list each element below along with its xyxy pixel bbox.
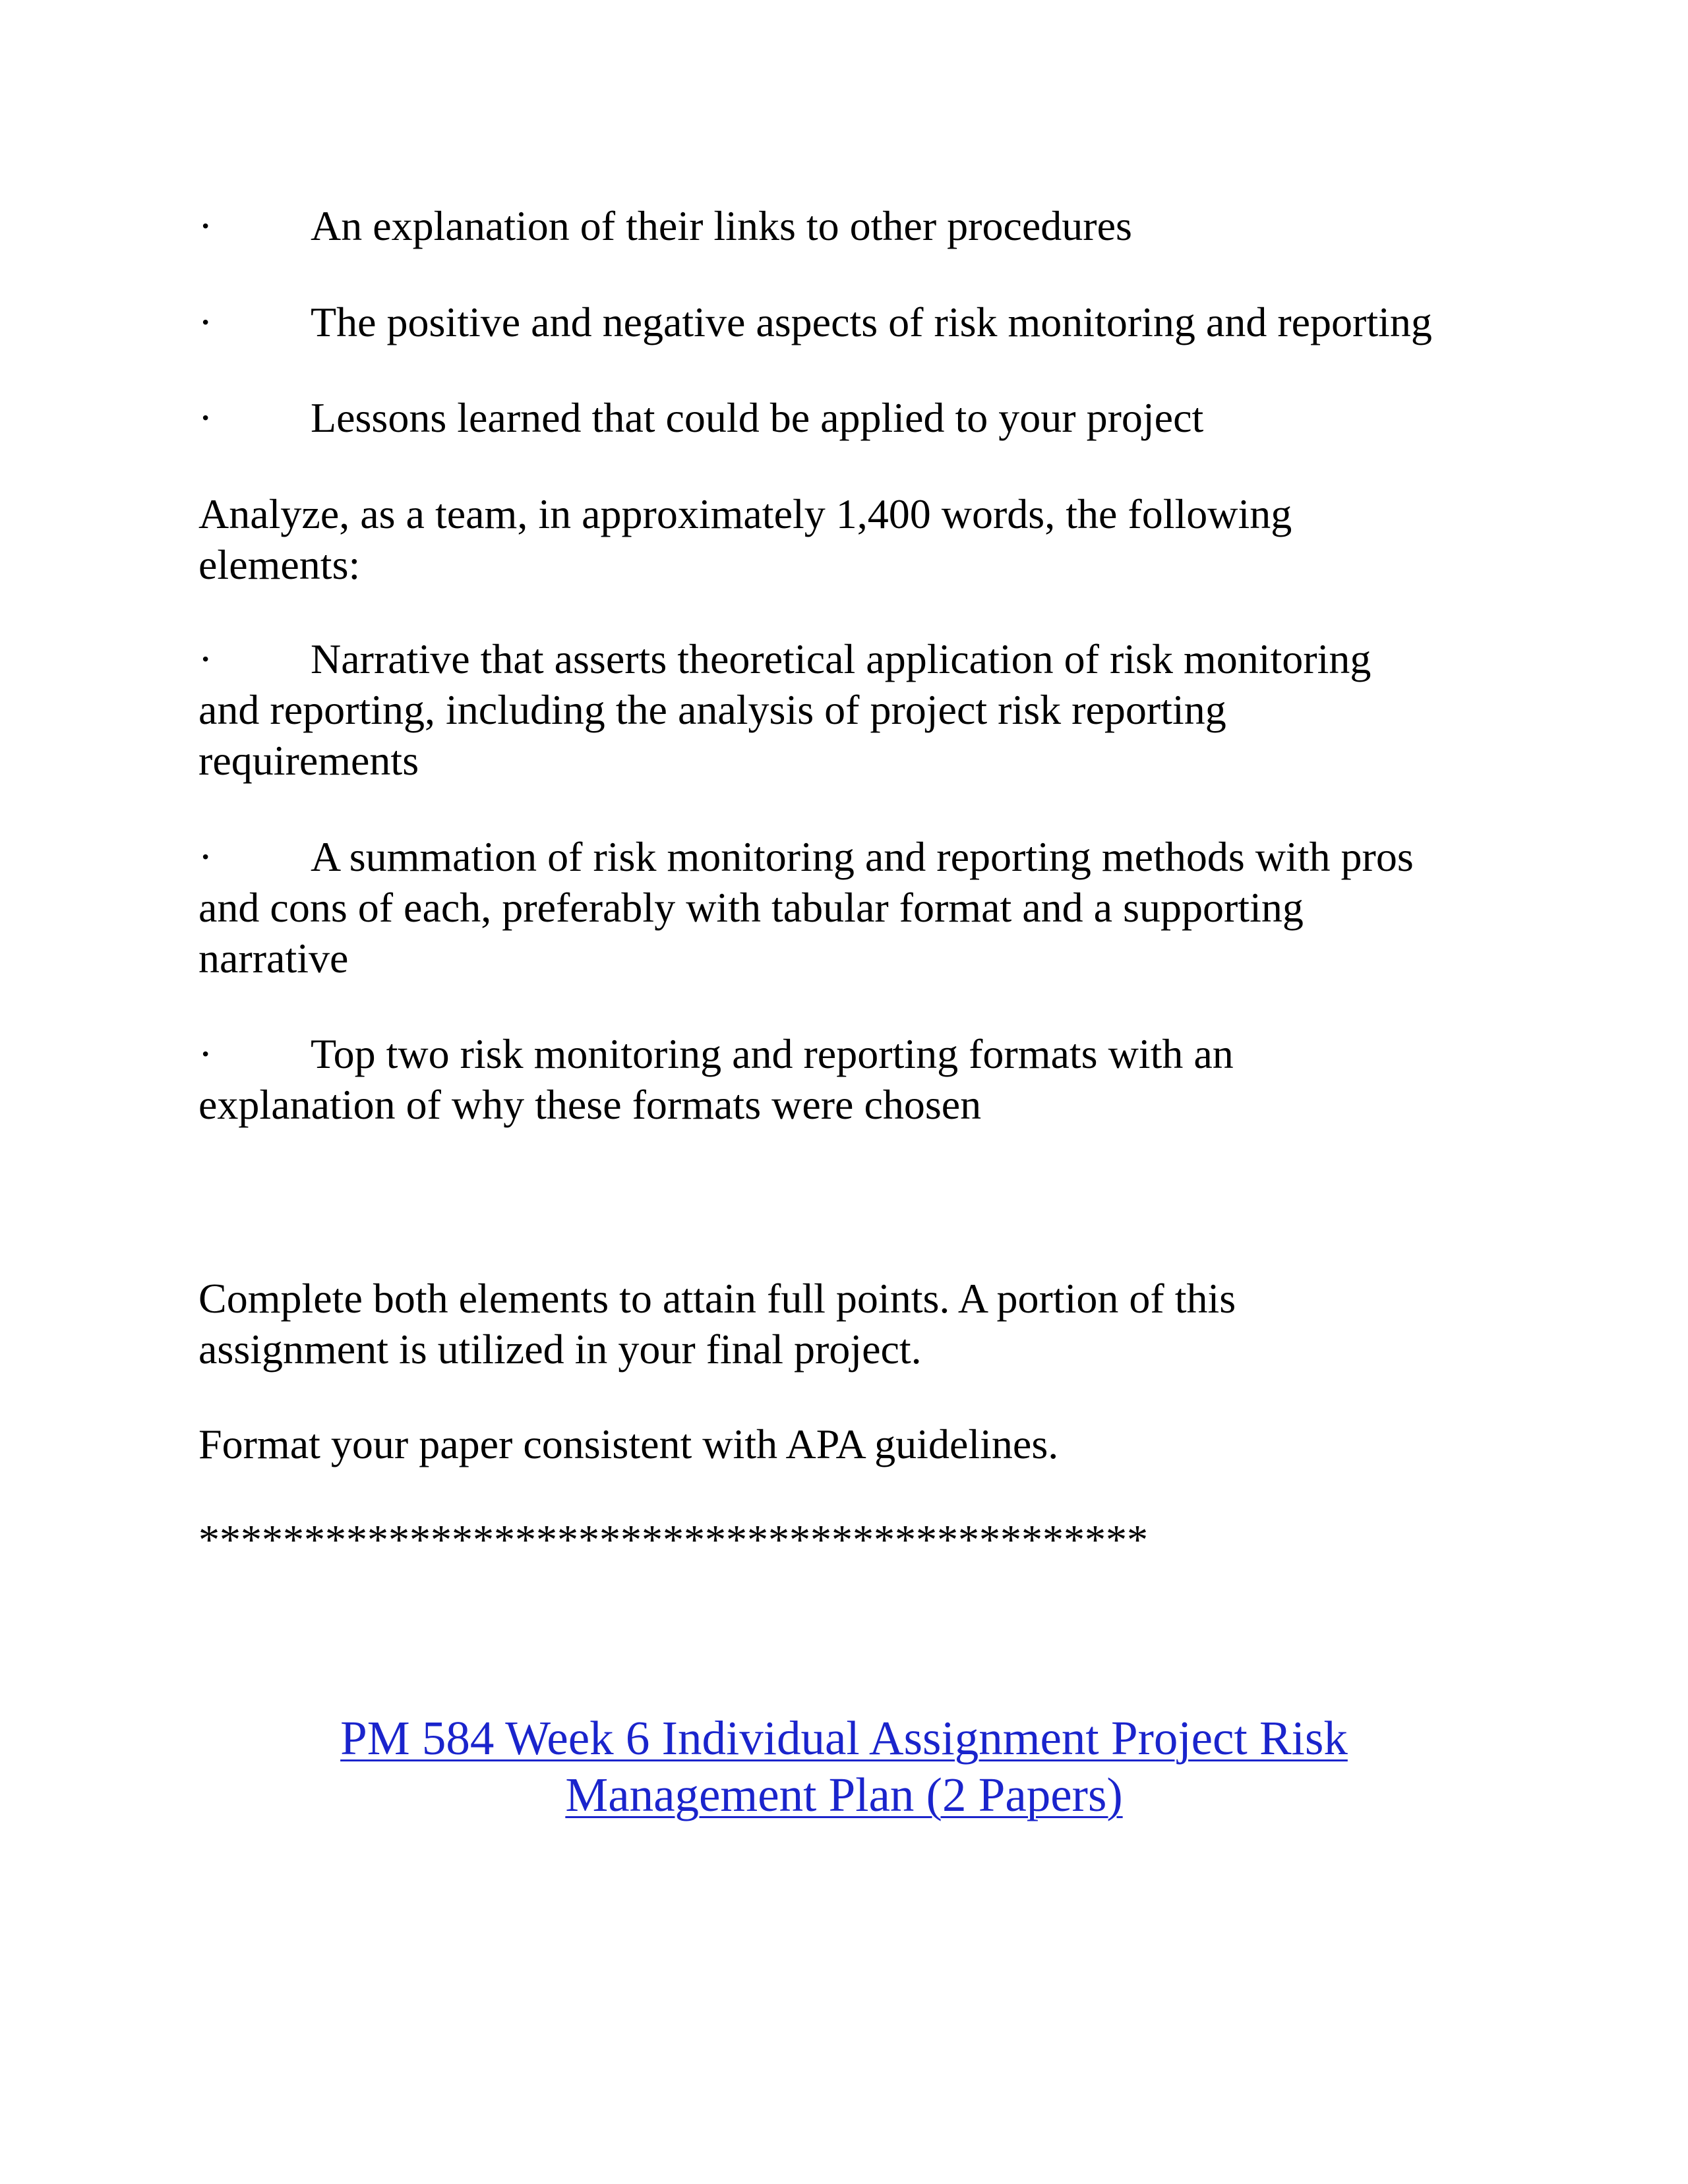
- bullet-item-lessons: [198, 392, 1511, 443]
- bullet-text: An explanation of their links to other procedures: [311, 202, 1132, 249]
- bullet-icon: ·: [198, 1030, 213, 1077]
- assignment-link[interactable]: [198, 1710, 1490, 1823]
- complete-note: [198, 1273, 1511, 1374]
- element-line: and reporting, including the analysis of project risk reporting: [198, 686, 1226, 733]
- element-text: A summation of risk monitoring and reporting methods with pros: [311, 833, 1414, 880]
- analyze-intro-line: elements:: [198, 541, 361, 588]
- bullet-icon: ·: [198, 394, 213, 441]
- bullet-icon: ·: [198, 635, 213, 682]
- format-note: Format your paper consistent with APA guidelines.: [198, 1421, 1059, 1467]
- analyze-intro: [198, 488, 1511, 590]
- element-line: explanation of why these formats were chosen: [198, 1081, 982, 1128]
- element-line: [198, 1028, 1511, 1079]
- element-narrative: [198, 634, 1511, 786]
- bullet-icon: ·: [198, 202, 213, 249]
- assignment-link-line1[interactable]: PM 584 Week 6 Individual Assignment Project Risk: [340, 1711, 1348, 1765]
- element-text: Top two risk monitoring and reporting formats with an: [311, 1030, 1234, 1077]
- element-line: requirements: [198, 737, 419, 784]
- bullet-icon: ·: [198, 299, 213, 345]
- analyze-intro-line: Analyze, as a team, in approximately 1,400 words, the following: [198, 490, 1292, 537]
- assignment-link-line2[interactable]: Management Plan (2 Papers): [565, 1768, 1123, 1821]
- complete-line: assignment is utilized in your final project.: [198, 1326, 922, 1372]
- bullet-item-links: [198, 200, 1511, 251]
- complete-line: Complete both elements to attain full points. A portion of this: [198, 1275, 1236, 1322]
- element-text: Narrative that asserts theoretical application of risk monitoring: [311, 635, 1372, 682]
- element-line: [198, 831, 1511, 882]
- element-summation: [198, 831, 1511, 984]
- element-line: and cons of each, preferably with tabular format and a supporting: [198, 884, 1304, 931]
- separator-stars: *********************************************: [198, 1516, 1148, 1563]
- element-line: [198, 634, 1511, 684]
- element-top-two: [198, 1028, 1511, 1130]
- element-line: narrative: [198, 935, 349, 982]
- bullet-icon: ·: [198, 833, 213, 880]
- bullet-item-aspects: [198, 297, 1511, 347]
- bullet-text: The positive and negative aspects of risk monitoring and reporting: [311, 299, 1432, 345]
- bullet-text: Lessons learned that could be applied to your project: [311, 394, 1204, 441]
